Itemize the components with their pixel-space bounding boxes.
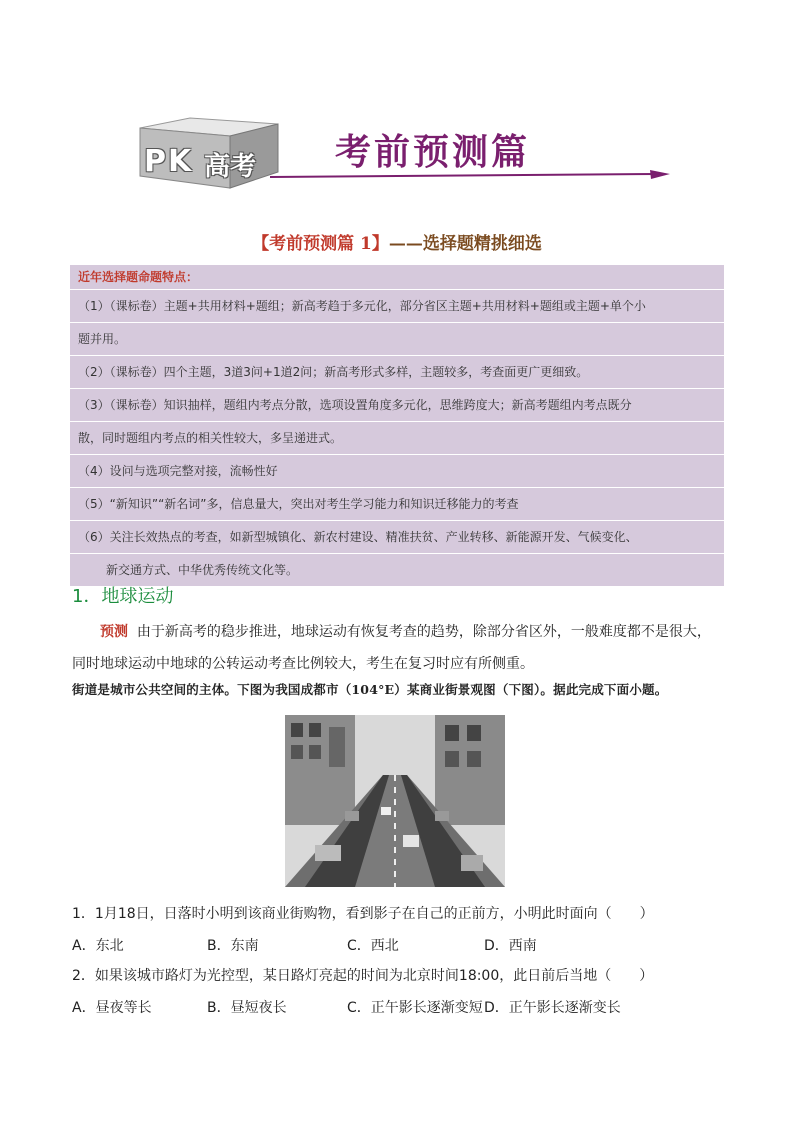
feature-row: （4）设问与选项完整对接，流畅性好 [70,455,724,488]
feature-row: 散，同时题组内考点的相关性较大，多呈递进式。 [70,422,724,455]
logo-gaokao-text: 高考 [204,152,257,182]
section-title [0,229,794,254]
q1-option-c[interactable]: C．西北 [347,938,399,954]
feature-row: 题并用。 [70,323,724,356]
street-scene-image [285,715,505,887]
feature-row: （2）（课标卷）四个主题，3道3问+1道2问；新高考形式多样，主题较多，考查面更广更细致。 [70,356,724,389]
q2-option-c[interactable]: C．正午影长逐渐变短 [347,1000,483,1016]
q2-option-b[interactable]: B．昼短夜长 [207,1000,287,1016]
feature-row: （6）关注长效热点的考查，如新型城镇化、新农村建设、精准扶贫、产业转移、新能源开发、气候变化、 [70,521,724,554]
feature-row: （5）“新知识”“新名词”多，信息量大，突出对考生学习能力和知识迁移能力的考查 [70,488,724,521]
q1-option-d[interactable]: D．西南 [484,938,537,954]
feature-row: （3）（课标卷）知识抽样，题组内考点分散，选项设置角度多元化，思维跨度大；新高考题组内考点既分 [70,389,724,422]
feature-heading: 近年选择题命题特点： [70,265,724,290]
q2-option-d[interactable]: D．正午影长逐渐变长 [484,1000,621,1016]
feature-box [70,265,724,587]
question-1-stem: 1．1月18日，日落时小明到该商业街购物，看到影子在自己的正前方，小明此时面向（ ） [72,906,654,922]
section-title-tail: ——选择题精挑细选 [388,234,542,254]
section-title-main: 【考前预测篇 1】 [252,234,389,254]
prediction-paragraph [72,616,732,680]
topic-heading: 1．地球运动 [72,586,174,607]
prediction-tag: 预测 [100,624,128,640]
question-lead: 街道是城市公共空间的主体。下图为我国成都市（104°E）某商业街景观图（下图）。据此完成下面小题。 [72,682,668,697]
header-banner [130,110,670,190]
question-2-stem: 2．如果该城市路灯为光控型，某日路灯亮起的时间为北京时间18:00，此日前后当地（ ） [72,968,654,984]
q1-option-b[interactable]: B．东南 [207,938,259,954]
arrow-line-icon [270,170,670,184]
q2-option-a[interactable]: A．昼夜等长 [72,1000,152,1016]
feature-row: 新交通方式、中华优秀传统文化等。 [70,554,724,587]
page-title: 考前预测篇 [335,131,531,173]
prediction-line-2: 同时地球运动中地球的公转运动考查比例较大，考生在复习时应有所侧重。 [72,656,534,672]
logo-pk-text: PK [144,144,194,179]
prediction-line-1: 由于新高考的稳步推进，地球运动有恢复考查的趋势，除部分省区外，一般难度都不是很大， [136,624,711,640]
q1-option-a[interactable]: A．东北 [72,938,124,954]
feature-row: （1）（课标卷）主题+共用材料+题组；新高考趋于多元化，部分省区主题+共用材料+题组或主题+单个小 [70,290,724,323]
